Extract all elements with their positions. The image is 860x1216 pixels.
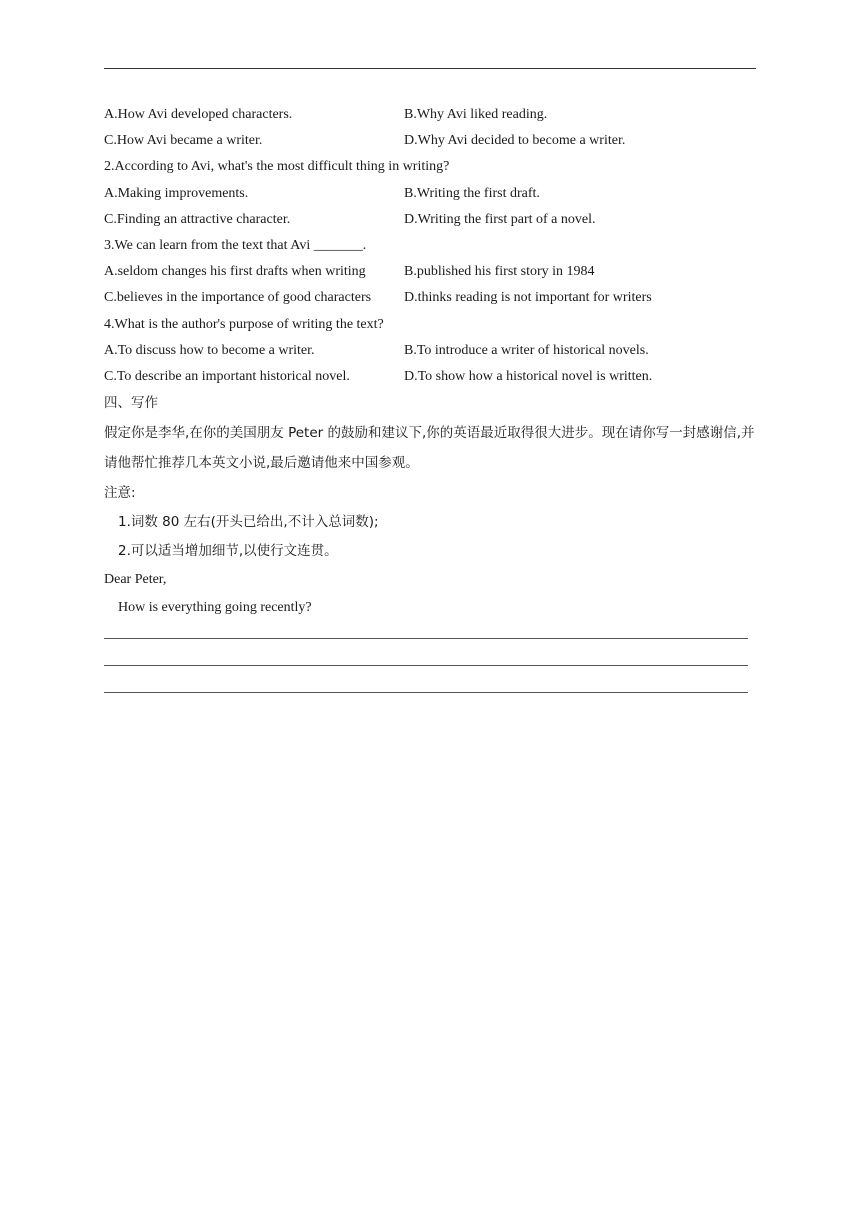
letter-opening: How is everything going recently?	[118, 600, 312, 616]
option-b: B.Writing the first draft.	[404, 185, 540, 201]
question-stem: 2.According to Avi, what's the most difficult thing in writing?	[104, 159, 450, 175]
option-row	[104, 207, 756, 233]
option-c: C.How Avi became a writer.	[104, 133, 263, 149]
note-label: 注意:	[104, 485, 136, 502]
option-d: D.Why Avi decided to become a writer.	[404, 133, 626, 149]
option-row	[104, 128, 756, 154]
option-row	[104, 364, 756, 390]
option-b: B.Why Avi liked reading.	[404, 107, 548, 122]
answer-line[interactable]	[104, 648, 756, 675]
header-rule	[104, 68, 756, 69]
question-stem: 4.What is the author's purpose of writing the text?	[104, 316, 384, 332]
page-content	[104, 102, 756, 702]
answer-line[interactable]	[104, 621, 756, 648]
salutation: Dear Peter,	[104, 572, 167, 588]
note-item: 1.词数 80 左右(开头已给出,不计入总词数);	[118, 514, 379, 531]
option-c: C.Finding an attractive character.	[104, 211, 291, 227]
option-a: A.To discuss how to become a writer.	[104, 342, 315, 358]
option-row	[104, 338, 756, 364]
option-b: B.To introduce a writer of historical novels.	[404, 342, 649, 358]
option-a: A.How Avi developed characters.	[104, 107, 293, 122]
writing-prompt: 假定你是李华,在你的美国朋友 Peter 的鼓励和建议下,你的英语最近取得很大进步。现在请你写一封感谢信,并请他帮忙推荐几本英文小说,最后邀请他来中国参观。	[104, 425, 755, 472]
option-row	[104, 102, 756, 128]
option-d: D.Writing the first part of a novel.	[404, 211, 596, 227]
option-a: A.Making improvements.	[104, 185, 249, 201]
section-title: 四、写作	[104, 395, 158, 412]
question-stem: 3.We can learn from the text that Avi _______.	[104, 237, 367, 253]
option-row	[104, 259, 756, 285]
option-c: C.believes in the importance of good characters	[104, 290, 372, 306]
option-row	[104, 181, 756, 207]
option-row	[104, 285, 756, 311]
option-d: D.To show how a historical novel is written.	[404, 368, 653, 384]
note-item: 2.可以适当增加细节,以使行文连贯。	[118, 543, 338, 560]
option-b: B.published his first story in 1984	[404, 264, 595, 280]
option-c: C.To describe an important historical novel.	[104, 368, 350, 384]
option-a: A.seldom changes his first drafts when writing	[104, 264, 366, 280]
option-d: D.thinks reading is not important for writers	[404, 290, 652, 306]
answer-line[interactable]	[104, 675, 756, 702]
